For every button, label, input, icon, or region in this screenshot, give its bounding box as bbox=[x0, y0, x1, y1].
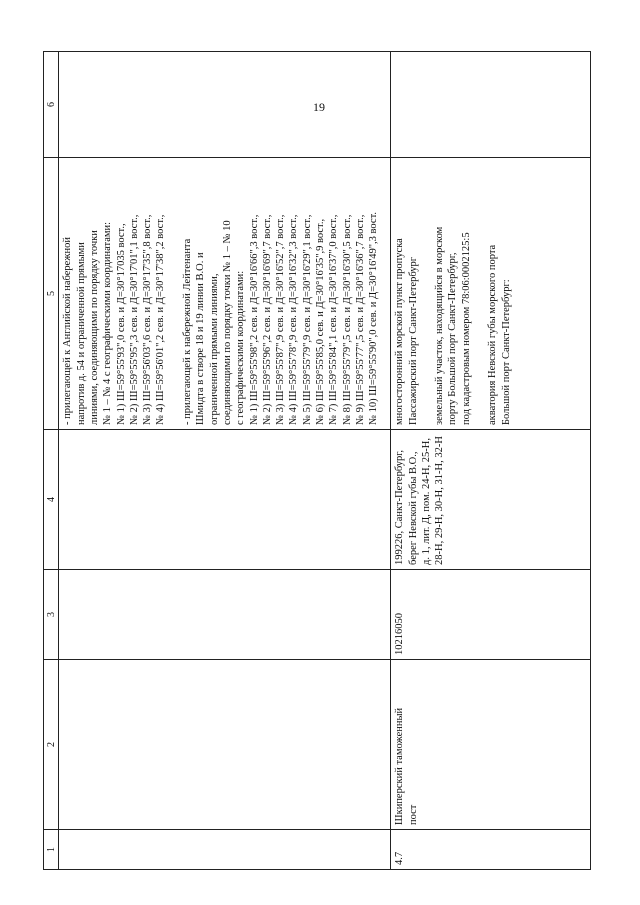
cont-col-6 bbox=[59, 52, 391, 158]
zone-line bbox=[168, 162, 181, 425]
zone-line: № 5) Ш=59°55'79",9 сев. и Д=30°16'29",1 вост., bbox=[301, 214, 313, 425]
zone-line: № 9) Ш=59°55'77",5 сев. и Д=30°16'36",7 вост., bbox=[354, 214, 366, 425]
zone-line: Большой порт Санкт-Петербург: bbox=[500, 279, 512, 425]
header-col-4: 4 bbox=[44, 430, 59, 570]
zone-line: акватория Невской губы морского порта bbox=[487, 244, 499, 425]
zone-line: - прилегающей к набережной Лейтенанта bbox=[182, 238, 194, 425]
row-number: 4.7 bbox=[391, 830, 591, 870]
post-name-cell bbox=[391, 660, 591, 830]
zone-line: ограниченной прямыми линиями, bbox=[208, 273, 220, 425]
header-col-1: 1 bbox=[44, 830, 59, 870]
zone-line: № 6) Ш=59°55'85,0 сев. и Д=30°16'35",9 вост., bbox=[315, 218, 326, 425]
zone-line: соединяющими по порядку точки № 1 – № 10 bbox=[221, 220, 233, 425]
zone-line: № 4) Ш=59°56'01",2 сев. и Д=30°17'38",2 вост., bbox=[155, 214, 167, 425]
header-col-2: 2 bbox=[44, 660, 59, 830]
zone-line: земельный участок, находящийся в морском bbox=[434, 226, 446, 425]
zone-line: линиями, соединяющими по порядку точки bbox=[88, 230, 100, 425]
post-code: 10216050 bbox=[391, 570, 591, 660]
customs-posts-table bbox=[43, 51, 591, 870]
zone-line: № 8) Ш=59°55'79",5 сев. и Д=30°16'30",5 вост., bbox=[341, 214, 353, 425]
zone-line: Шмидта в створе 18 и 19 линии В.О. и bbox=[195, 252, 207, 425]
cont-col-3 bbox=[59, 570, 391, 660]
page-number: 19 bbox=[313, 100, 325, 114]
cont-col-2 bbox=[59, 660, 391, 830]
row-4-7-col-6 bbox=[391, 52, 591, 158]
zone-line: № 1) Ш=59°55'98",2 сев. и Д=30°16'66",3 вост., bbox=[248, 214, 260, 425]
header-col-3: 3 bbox=[44, 570, 59, 660]
row-4-7 bbox=[391, 52, 591, 870]
post-name-line: Шкиперский таможенный bbox=[394, 707, 406, 825]
zone-line: Пассажирский порт Санкт-Петербург bbox=[407, 256, 419, 425]
zone-line: - прилегающей к Английской набережной bbox=[62, 236, 74, 425]
header-col-5: 5 bbox=[44, 158, 59, 430]
zone-line: № 1 – № 4 с географическими координатами: bbox=[102, 221, 114, 425]
zone-line: № 10) Ш=59°55'90",0 сев. и Д=30°16'49",3 вост. bbox=[368, 212, 380, 425]
zone-line: № 2) Ш=59°55'95",3 сев. и Д=30°17'01",1 вост., bbox=[128, 214, 140, 425]
address-line: берег Невской губы В.О., bbox=[407, 451, 419, 565]
zone-line: многосторонний морской пункт пропуска bbox=[394, 238, 406, 425]
post-address-cell bbox=[391, 430, 591, 570]
post-name-line: пост bbox=[407, 804, 419, 825]
rotated-table-sheet bbox=[43, 52, 591, 870]
cont-col-1 bbox=[59, 830, 391, 870]
address-line: д. 1, лит. Д, пом. 24-Н, 25-Н, bbox=[420, 437, 432, 565]
zone-line: № 3) Ш=59°55'87",9 сев. и Д=30°16'52",7 вост., bbox=[275, 214, 287, 425]
zone-line: с географическими координатами: bbox=[235, 270, 247, 425]
header-row bbox=[44, 52, 59, 870]
zone-line: напротив д. 54 и ограниченной прямыми bbox=[75, 242, 87, 425]
zone-line: № 2) Ш=59°55'96",2 сев. и Д=30°16'69",7 вост., bbox=[261, 214, 273, 425]
zone-line: порту Большой порт Санкт-Петербург, bbox=[447, 252, 459, 425]
zone-line: под кадастровым номером 78:06:0002125:5 bbox=[460, 232, 472, 425]
zone-line bbox=[420, 162, 433, 425]
cont-zone-cell bbox=[59, 158, 391, 430]
header-col-6: 6 bbox=[44, 52, 59, 158]
zone-line bbox=[473, 162, 486, 425]
zone-line: № 3) Ш=59°56'03",6 сев. и Д=30°17'35",8 вост., bbox=[142, 214, 154, 425]
continuation-row bbox=[59, 52, 391, 870]
zone-line: № 7) Ш=59°55'84",1 сев. и Д=30°16'37",0 вост., bbox=[328, 214, 340, 425]
cont-col-4 bbox=[59, 430, 391, 570]
table-rotator bbox=[43, 52, 591, 870]
zone-line: № 1) Ш=59°55'93",0 сев. и Д=30°17035 вост., bbox=[115, 223, 127, 425]
address-line: 199226, Санкт-Петербург, bbox=[394, 449, 406, 565]
post-zone-cell bbox=[391, 158, 591, 430]
address-line: 28-Н, 29-Н, 30-Н, 31-Н, 32-Н bbox=[434, 436, 446, 565]
zone-line: № 4) Ш=59°55'78",9 сев. и Д=30°16'32",3 вост., bbox=[288, 214, 300, 425]
